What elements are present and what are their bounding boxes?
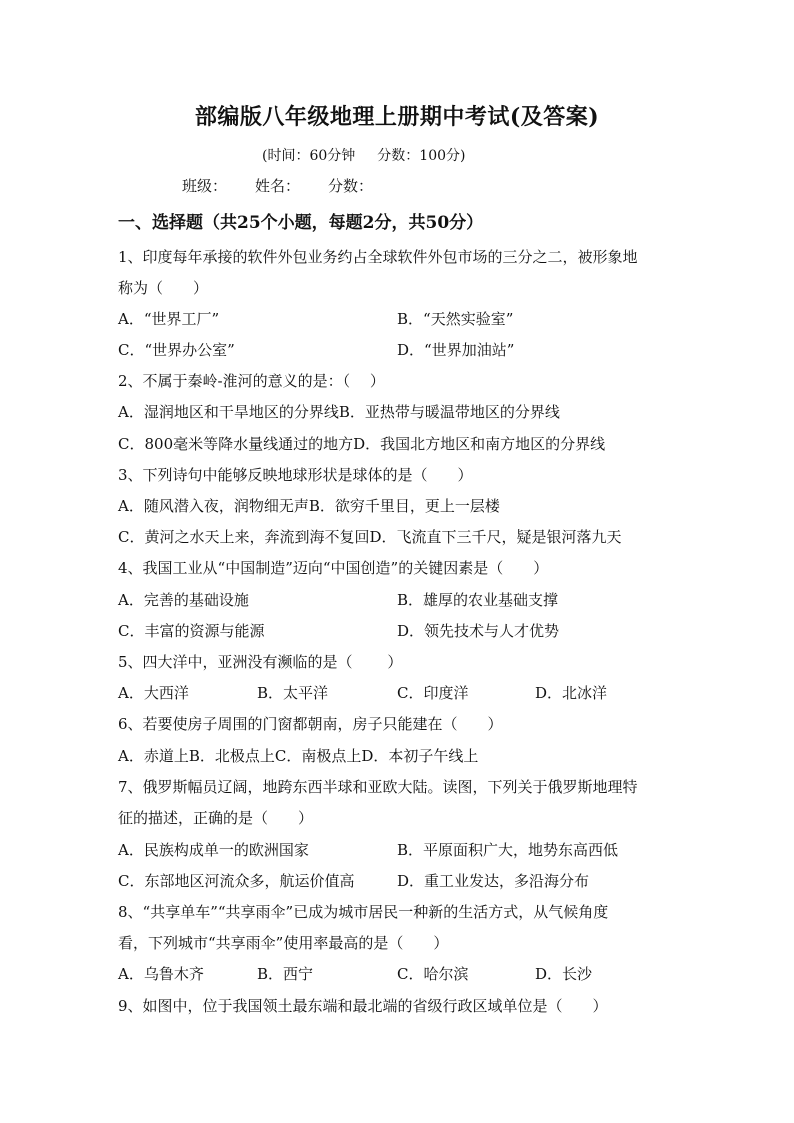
question-5-text: 5、四大洋中，亚洲没有濒临的是（ ） xyxy=(118,653,403,671)
question-7-text-cont: 征的描述，正确的是（ ） xyxy=(118,809,314,827)
question-5-option-d: D．北冰洋 xyxy=(535,684,608,702)
question-1-text-cont: 称为（ ） xyxy=(118,279,209,297)
exam-subtitle xyxy=(262,145,487,165)
question-1-option-d: D．“世界加油站” xyxy=(397,341,515,359)
question-4-option-a: A．完善的基础设施 xyxy=(118,591,249,609)
question-4-option-c: C．丰富的资源与能源 xyxy=(118,622,265,640)
question-9-text: 9、如图中，位于我国领土最东端和最北端的省级行政区域单位是（ ） xyxy=(118,997,608,1015)
question-7-option-c: C．东部地区河流众多，航运价值高 xyxy=(118,872,355,890)
name-label: 姓名： xyxy=(255,177,301,195)
question-8-option-d: D．长沙 xyxy=(535,965,593,983)
question-1-option-a: A．“世界工厂” xyxy=(118,310,220,328)
question-1-text: 1、印度每年承接的软件外包业务约占全球软件外包市场的三分之二，被形象地 xyxy=(118,248,638,266)
question-3-options-ab: A．随风潜入夜，润物细无声B．欲穷千里目，更上一层楼 xyxy=(118,497,500,515)
question-6-options: A．赤道上B．北极点上C．南极点上D．本初子午线上 xyxy=(118,747,479,765)
question-8-option-a: A．乌鲁木齐 xyxy=(118,965,204,983)
exam-time: (时间：60分钟 xyxy=(262,148,356,164)
question-3-text: 3、下列诗句中能够反映地球形状是球体的是（ ） xyxy=(118,466,473,484)
question-4-text: 4、我国工业从“中国制造”迈向“中国创造”的关键因素是（ ） xyxy=(118,559,549,577)
question-8-option-c: C．哈尔滨 xyxy=(397,965,469,983)
class-label: 班级： xyxy=(182,177,228,195)
question-1-option-c: C．“世界办公室” xyxy=(118,341,235,359)
question-7-text: 7、俄罗斯幅员辽阔，地跨东西半球和亚欧大陆。读图，下列关于俄罗斯地理特 xyxy=(118,778,638,796)
question-3-options-cd: C．黄河之水天上来，奔流到海不复回D．飞流直下三千尺，疑是银河落九天 xyxy=(118,528,622,546)
question-6-text: 6、若要使房子周围的门窗都朝南，房子只能建在（ ） xyxy=(118,715,503,733)
score-label: 分数： xyxy=(328,177,374,195)
question-1-option-b: B．“天然实验室” xyxy=(397,310,514,328)
section-heading: 一、选择题（共25个小题，每题2分，共50分） xyxy=(118,213,484,233)
question-8-text-cont: 看，下列城市“共享雨伞”使用率最高的是（ ） xyxy=(118,934,449,952)
question-4-option-d: D．领先技术与人才优势 xyxy=(397,622,560,640)
question-8-option-b: B．西宁 xyxy=(257,965,314,983)
question-2-options-ab: A．湿润地区和干旱地区的分界线B．亚热带与暖温带地区的分界线 xyxy=(118,403,560,421)
exam-total-score: 分数：100分) xyxy=(377,148,466,164)
question-7-option-d: D．重工业发达，多沿海分布 xyxy=(397,872,590,890)
question-5-option-c: C．印度洋 xyxy=(397,684,469,702)
page-title: 部编版八年级地理上册期中考试(及答案) xyxy=(194,104,600,130)
student-info xyxy=(182,175,401,196)
question-8-text: 8、“共享单车”“共享雨伞”已成为城市居民一种新的生活方式，从气候角度 xyxy=(118,903,609,921)
question-5-option-a: A．大西洋 xyxy=(118,684,189,702)
question-2-options-cd: C．800毫米等降水量线通过的地方D．我国北方地区和南方地区的分界线 xyxy=(118,435,606,453)
question-2-text: 2、不属于秦岭-淮河的意义的是：（ ） xyxy=(118,372,385,390)
question-5-option-b: B．太平洋 xyxy=(257,684,329,702)
question-7-option-b: B．平原面积广大，地势东高西低 xyxy=(397,841,619,859)
question-4-option-b: B．雄厚的农业基础支撑 xyxy=(397,591,559,609)
question-7-option-a: A．民族构成单一的欧洲国家 xyxy=(118,841,309,859)
